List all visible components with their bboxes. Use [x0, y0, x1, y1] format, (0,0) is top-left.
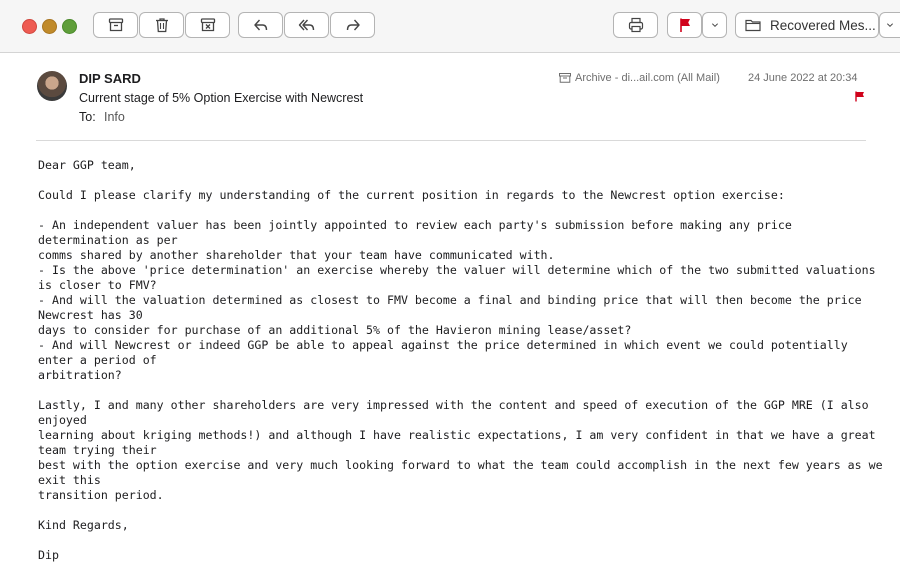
- minimize-window-button[interactable]: [42, 19, 57, 34]
- trash-icon: [153, 16, 171, 34]
- message-folder: [559, 72, 720, 84]
- trash-button[interactable]: [139, 12, 184, 38]
- bullet-item: - And will Newcrest or indeed GGP be able to appeal against the price determined in which event we could potentially enter a period of arbitration?: [38, 338, 848, 382]
- message-subject: Current stage of 5% Option Exercise with Newcrest: [79, 91, 364, 105]
- reply-icon: [252, 16, 270, 34]
- recipient[interactable]: Info: [104, 110, 125, 124]
- reply-button[interactable]: [238, 12, 283, 38]
- archive-box-icon: [559, 73, 571, 83]
- mailbox-label: Recovered Mes...: [770, 17, 876, 33]
- flag-icon: [676, 16, 694, 34]
- zoom-window-button[interactable]: [62, 19, 77, 34]
- to-label: To:: [79, 110, 96, 124]
- archive-icon: [107, 16, 125, 34]
- reply-all-button[interactable]: [284, 12, 329, 38]
- greeting: Dear GGP team,: [38, 158, 136, 172]
- flag-icon: [855, 91, 865, 102]
- intro-paragraph: Could I please clarify my understanding of the current position in regards to the Newcrest option exercise:: [38, 188, 785, 202]
- flag-menu-button[interactable]: [702, 12, 727, 38]
- forward-button[interactable]: [330, 12, 375, 38]
- signoff: Kind Regards,: [38, 518, 129, 532]
- printer-icon: [627, 16, 645, 34]
- chevron-down-icon: [709, 19, 721, 31]
- bullet-item: - An independent valuer has been jointly appointed to review each party's submission before making any price determination as per comms shared by another shareholder that your team have communicated with.: [38, 218, 792, 262]
- avatar: [37, 71, 67, 101]
- header-divider: [36, 140, 866, 141]
- folder-icon: [744, 16, 762, 34]
- bullet-item: - And will the valuation determined as closest to FMV become a final and binding price that will then become the price Newcrest has 30 days to consider for purchase of an additional 5% of the Havieron mining lease/asset?: [38, 293, 862, 337]
- junk-button[interactable]: [185, 12, 230, 38]
- move-to-mailbox-button[interactable]: [735, 12, 879, 38]
- closing-paragraph: Lastly, I and many other shareholders are very impressed with the content and speed of execution of the GGP MRE (I also enjoyed learning about kriging methods!) and although I have realistic expectations, I am very confident in that we have a great team trying their best with the option exercise and very much looking forward to what the team could accomplish in the next few years as we exit this transition period.: [38, 398, 883, 502]
- signature: Dip: [38, 548, 59, 562]
- mailbox-menu-button[interactable]: [879, 12, 900, 38]
- toolbar: [0, 0, 900, 53]
- close-window-button[interactable]: [22, 19, 37, 34]
- reply-all-icon: [298, 16, 316, 34]
- message-date: 24 June 2022 at 20:34: [748, 72, 858, 84]
- print-button[interactable]: [613, 12, 658, 38]
- chevron-down-icon: [884, 19, 896, 31]
- bullet-item: - Is the above 'price determination' an exercise whereby the valuer will determine which of the two submitted valuations is closer to FMV?: [38, 263, 883, 292]
- flag-button[interactable]: [667, 12, 702, 38]
- archive-button[interactable]: [93, 12, 138, 38]
- folder-label: Archive - di...ail.com (All Mail): [575, 72, 720, 84]
- message-body: [38, 158, 888, 563]
- sender-name: DIP SARD: [79, 71, 141, 86]
- forward-icon: [344, 16, 362, 34]
- junk-icon: [199, 16, 217, 34]
